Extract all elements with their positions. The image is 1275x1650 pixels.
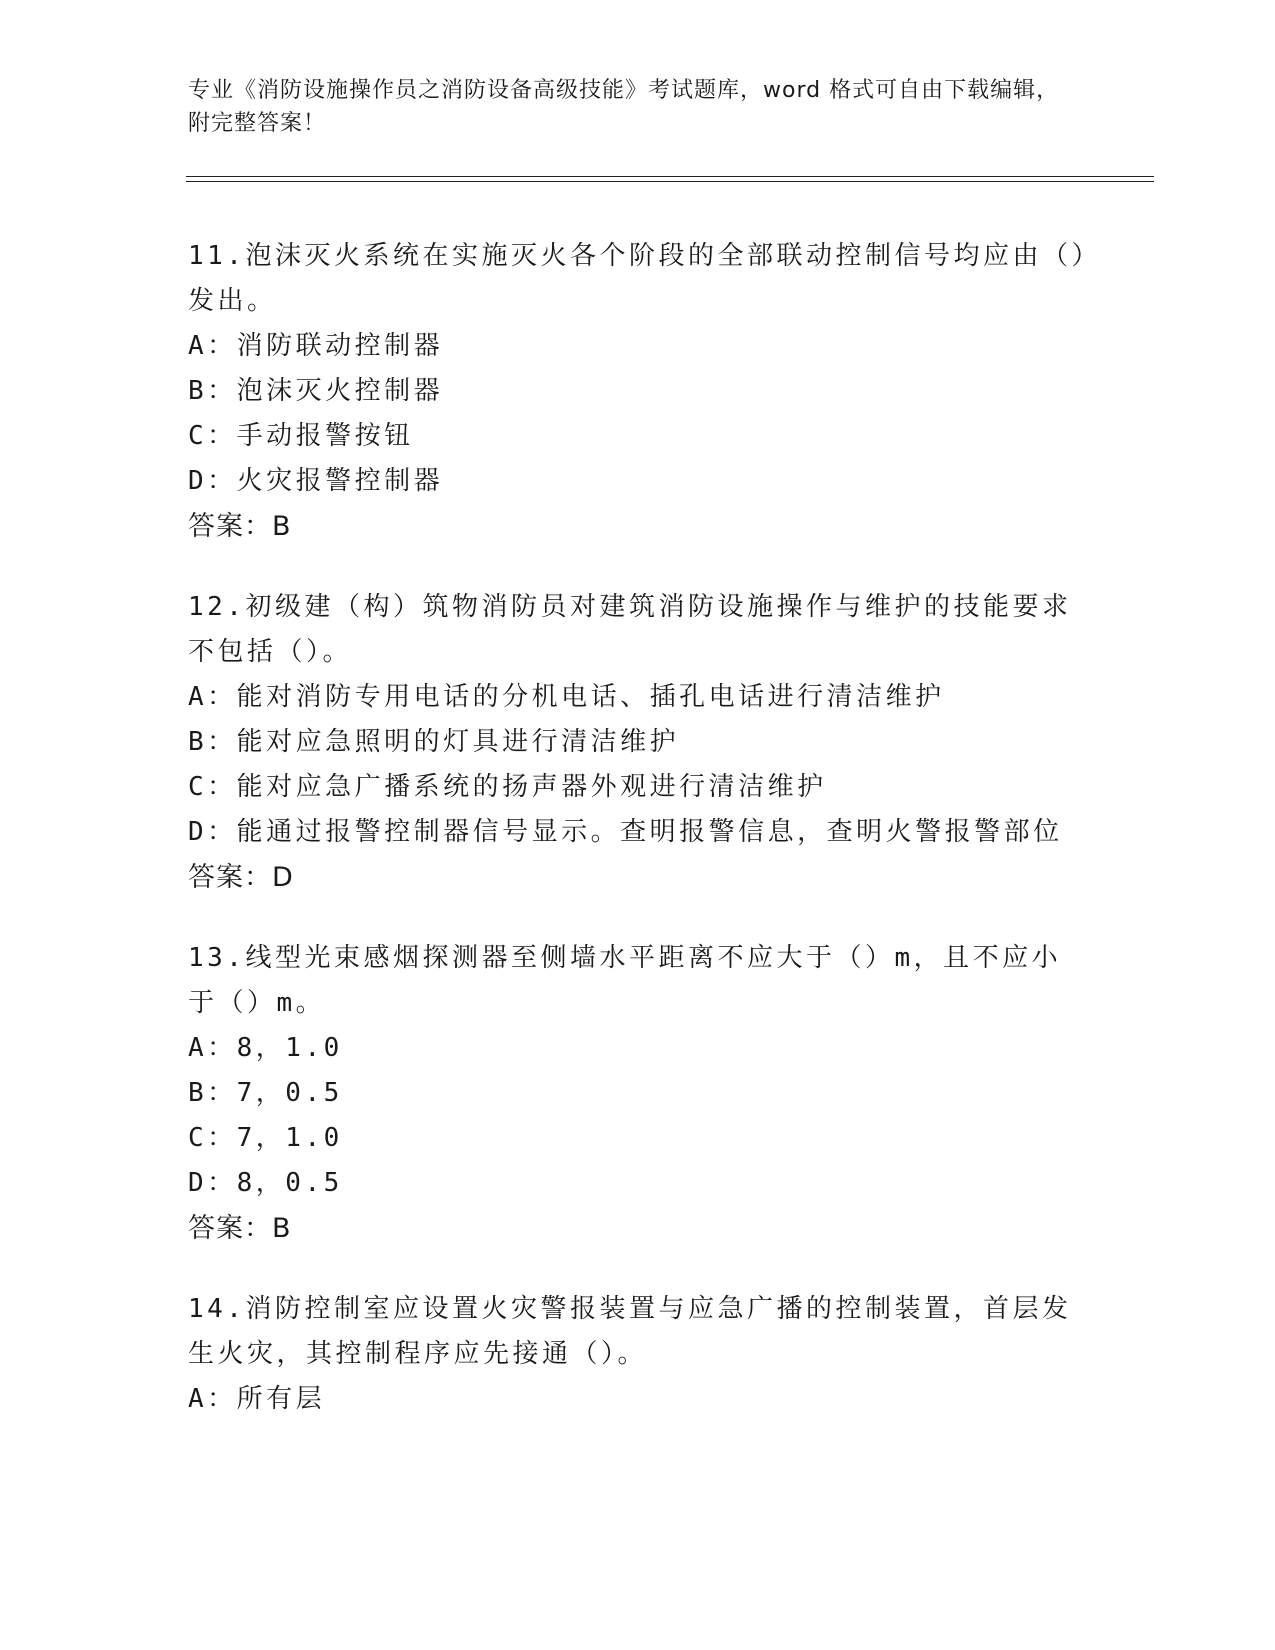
question-12 [188, 585, 1088, 900]
option-b: B：泡沫灭火控制器 [188, 376, 444, 406]
option-a: A：所有层 [188, 1384, 326, 1414]
question-list [188, 234, 1088, 1458]
question-13 [188, 936, 1088, 1251]
question-stem: 11.泡沫灭火系统在实施灭火各个阶段的全部联动控制信号均应由（）发出。 [188, 241, 1088, 316]
option-c: C：手动报警按钮 [188, 421, 414, 451]
document-header: 专业《消防设施操作员之消防设备高级技能》考试题库，word 格式可自由下载编辑，附完整答案！ [188, 78, 1060, 136]
question-11 [188, 234, 1088, 549]
option-a: A：消防联动控制器 [188, 331, 444, 361]
question-stem: 12.初级建（构）筑物消防员对建筑消防设施操作与维护的技能要求不包括（）。 [188, 592, 1072, 667]
option-b: B：能对应急照明的灯具进行清洁维护 [188, 727, 680, 757]
header-divider-top [186, 176, 1154, 177]
question-stem: 14.消防控制室应设置火灾警报装置与应急广播的控制装置，首层发生火灾，其控制程序应先接通（）。 [188, 1294, 1072, 1369]
option-b: B：7，0.5 [188, 1078, 343, 1108]
answer-line: 答案：D [188, 862, 294, 893]
answer-line: 答案：B [188, 511, 292, 542]
question-14 [188, 1287, 1088, 1422]
header-divider-bottom [186, 181, 1154, 182]
option-d: D：8，0.5 [188, 1168, 343, 1198]
option-d: D：火灾报警控制器 [188, 466, 444, 496]
option-d: D：能通过报警控制器信号显示。查明报警信息，查明火警报警部位 [188, 817, 1063, 847]
answer-line: 答案：B [188, 1213, 292, 1244]
option-c: C：7，1.0 [188, 1123, 343, 1153]
option-c: C：能对应急广播系统的扬声器外观进行清洁维护 [188, 772, 827, 802]
question-stem: 13.线型光束感烟探测器至侧墙水平距离不应大于（）m，且不应小于（）m。 [188, 943, 1062, 1018]
option-a: A：能对消防专用电话的分机电话、插孔电话进行清洁维护 [188, 682, 945, 712]
option-a: A：8，1.0 [188, 1033, 343, 1063]
